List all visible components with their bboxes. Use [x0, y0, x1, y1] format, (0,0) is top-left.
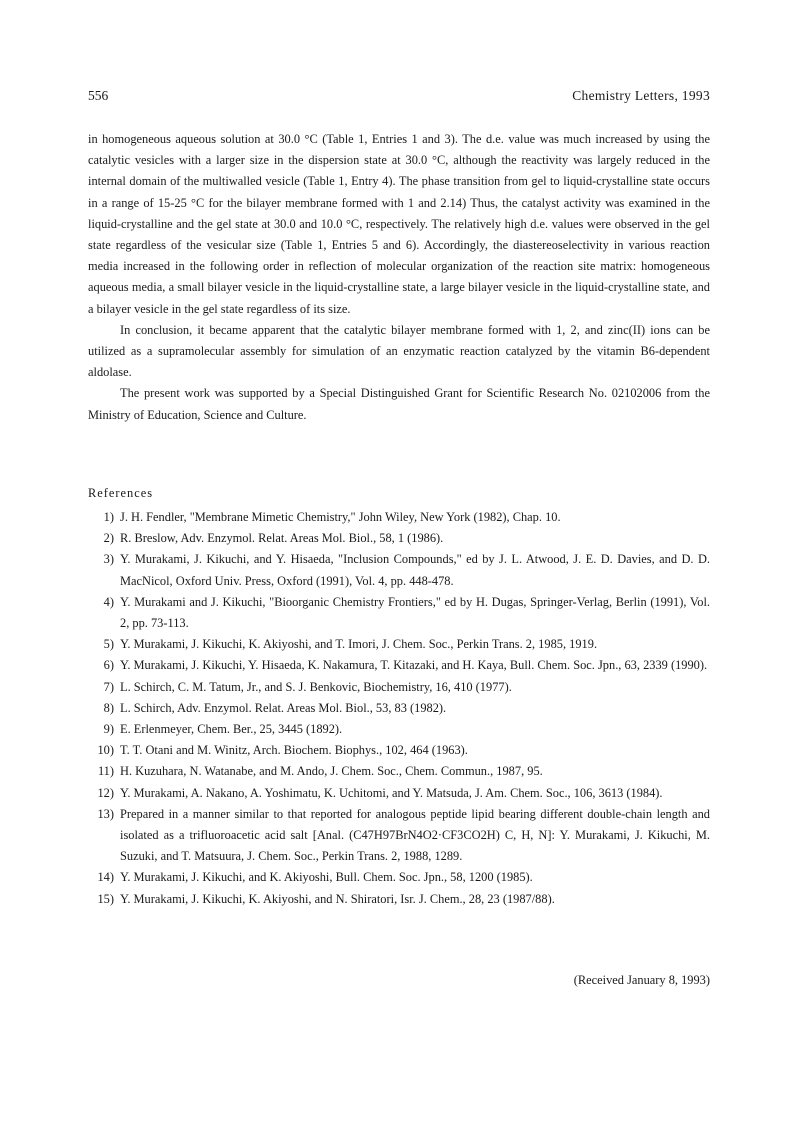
reference-text: Prepared in a manner similar to that reported for analogous peptide lipid bearing different double-chain length and isolated as a trifluoroacetic acid salt [Anal. (C47H97BrN4O2·CF3CO2H) C, H, N]: Y. Murakami, J. Kikuchi, M. Suzuki, and T. Matsuura, J. Chem. Soc., Perkin Trans. 2, 1988, 1289.	[120, 806, 710, 864]
references-heading: References	[88, 486, 154, 500]
paragraph: in homogeneous aqueous solution at 30.0 °C (Table 1, Entries 1 and 3). The d.e. value was much increased by using the catalytic vesicles with a larger size in the dispersion state at 30.0 °C, although the reactivity was largely reduced in the internal domain of the multiwalled vesicle (Table 1, Entry 4). The phase transition from gel to liquid-crystalline state occurs in a range of 15-25 °C for the bilayer membrane formed with 1 and 2.14) Thus, the catalyst activity was examined in the liquid-crystalline and the gel state at 30.0 and 10.0 °C, respectively. The relatively high d.e. values were observed in the gel state regardless of the vesicular size (Table 1, Entries 5 and 6). Accordingly, the diastereoselectivity in various reaction media increased in the following order in reflection of molecular organization of the reaction site matrix: homogeneous aqueous media, a small bilayer vesicle in the liquid-crystalline state, a large bilayer vesicle in the liquid-crystalline state, and a bilayer vesicle in the gel state regardless of its size.	[88, 132, 710, 316]
reference-number: 7)	[103, 679, 114, 694]
reference-text: R. Breslow, Adv. Enzymol. Relat. Areas Mol. Biol., 58, 1 (1986).	[120, 531, 444, 546]
reference-number: 14)	[97, 870, 114, 885]
reference-item	[88, 698, 710, 719]
reference-text: L. Schirch, Adv. Enzymol. Relat. Areas Mol. Biol., 53, 83 (1982).	[120, 700, 447, 715]
reference-text: L. Schirch, C. M. Tatum, Jr., and S. J. Benkovic, Biochemistry, 16, 410 (1977).	[120, 679, 512, 694]
reference-item	[88, 804, 710, 868]
page-number: 556	[88, 88, 109, 103]
reference-item	[88, 528, 710, 549]
reference-number: 1)	[103, 510, 114, 524]
reference-item	[88, 719, 710, 740]
reference-item	[88, 783, 710, 804]
reference-number: 5)	[103, 637, 114, 652]
reference-number: 6)	[103, 658, 114, 673]
reference-item	[88, 549, 710, 591]
reference-text: E. Erlenmeyer, Chem. Ber., 25, 3445 (1892).	[120, 722, 343, 737]
reference-number: 4)	[103, 594, 114, 609]
reference-number: 9)	[103, 722, 114, 737]
reference-number: 13)	[97, 806, 114, 821]
reference-text: H. Kuzuhara, N. Watanabe, and M. Ando, J. Chem. Soc., Chem. Commun., 1987, 95.	[120, 764, 543, 779]
reference-number: 2)	[103, 531, 114, 546]
received-date: (Received January 8, 1993)	[573, 973, 710, 987]
reference-list	[88, 507, 710, 910]
page-header	[88, 88, 710, 108]
reference-item	[88, 740, 710, 761]
paragraph: The present work was supported by a Special Distinguished Grant for Scientific Research No. 02102006 from the Ministry of Education, Science and Culture.	[88, 386, 710, 422]
reference-number: 3)	[103, 552, 114, 567]
reference-item	[88, 592, 710, 634]
reference-text: Y. Murakami, A. Nakano, A. Yoshimatu, K. Uchitomi, and Y. Matsuda, J. Am. Chem. Soc., 106, 3613 (1984).	[120, 785, 663, 800]
reference-number: 8)	[103, 700, 114, 715]
reference-number: 12)	[97, 785, 114, 800]
reference-item	[88, 867, 710, 888]
reference-text: Y. Murakami, J. Kikuchi, and K. Akiyoshi, Bull. Chem. Soc. Jpn., 58, 1200 (1985).	[120, 870, 533, 885]
reference-number: 10)	[97, 743, 114, 758]
reference-text: T. T. Otani and M. Winitz, Arch. Biochem. Biophys., 102, 464 (1963).	[120, 743, 468, 758]
reference-item	[88, 634, 710, 655]
reference-text: Y. Murakami, J. Kikuchi, K. Akiyoshi, and T. Imori, J. Chem. Soc., Perkin Trans. 2, 1985, 1919.	[120, 637, 598, 652]
reference-item	[88, 889, 710, 910]
reference-item	[88, 655, 710, 676]
reference-text: Y. Murakami, J. Kikuchi, K. Akiyoshi, and N. Shiratori, Isr. J. Chem., 28, 23 (1987/88).	[120, 891, 555, 906]
reference-text: J. H. Fendler, "Membrane Mimetic Chemistry," John Wiley, New York (1982), Chap. 10.	[120, 510, 561, 524]
reference-item	[88, 677, 710, 698]
reference-number: 15)	[97, 891, 114, 906]
journal-title: Chemistry Letters, 1993	[572, 88, 710, 103]
reference-text: Y. Murakami, J. Kikuchi, and Y. Hisaeda, "Inclusion Compounds," ed by J. L. Atwood, J. E. D. Davies, and D. D. MacNicol, Oxford Univ. Press, Oxford (1991), Vol. 4, pp. 448-478.	[120, 552, 710, 588]
reference-text: Y. Murakami and J. Kikuchi, "Bioorganic Chemistry Frontiers," ed by H. Dugas, Springer-Verlag, Berlin (1991), Vol. 2, pp. 73-113.	[120, 594, 710, 631]
reference-text: Y. Murakami, J. Kikuchi, Y. Hisaeda, K. Nakamura, T. Kitazaki, and H. Kaya, Bull. Chem. Soc. Jpn., 63, 2339 (1990).	[120, 658, 708, 673]
paragraph: In conclusion, it became apparent that the catalytic bilayer membrane formed with 1, 2, and zinc(II) ions can be utilized as a supramolecular assembly for simulation of an enzymatic reaction catalyzed by the vitamin B6-dependent aldolase.	[88, 322, 710, 380]
reference-item	[88, 761, 710, 782]
body-text	[88, 129, 710, 426]
reference-item	[88, 507, 710, 528]
reference-number: 11)	[97, 764, 114, 779]
